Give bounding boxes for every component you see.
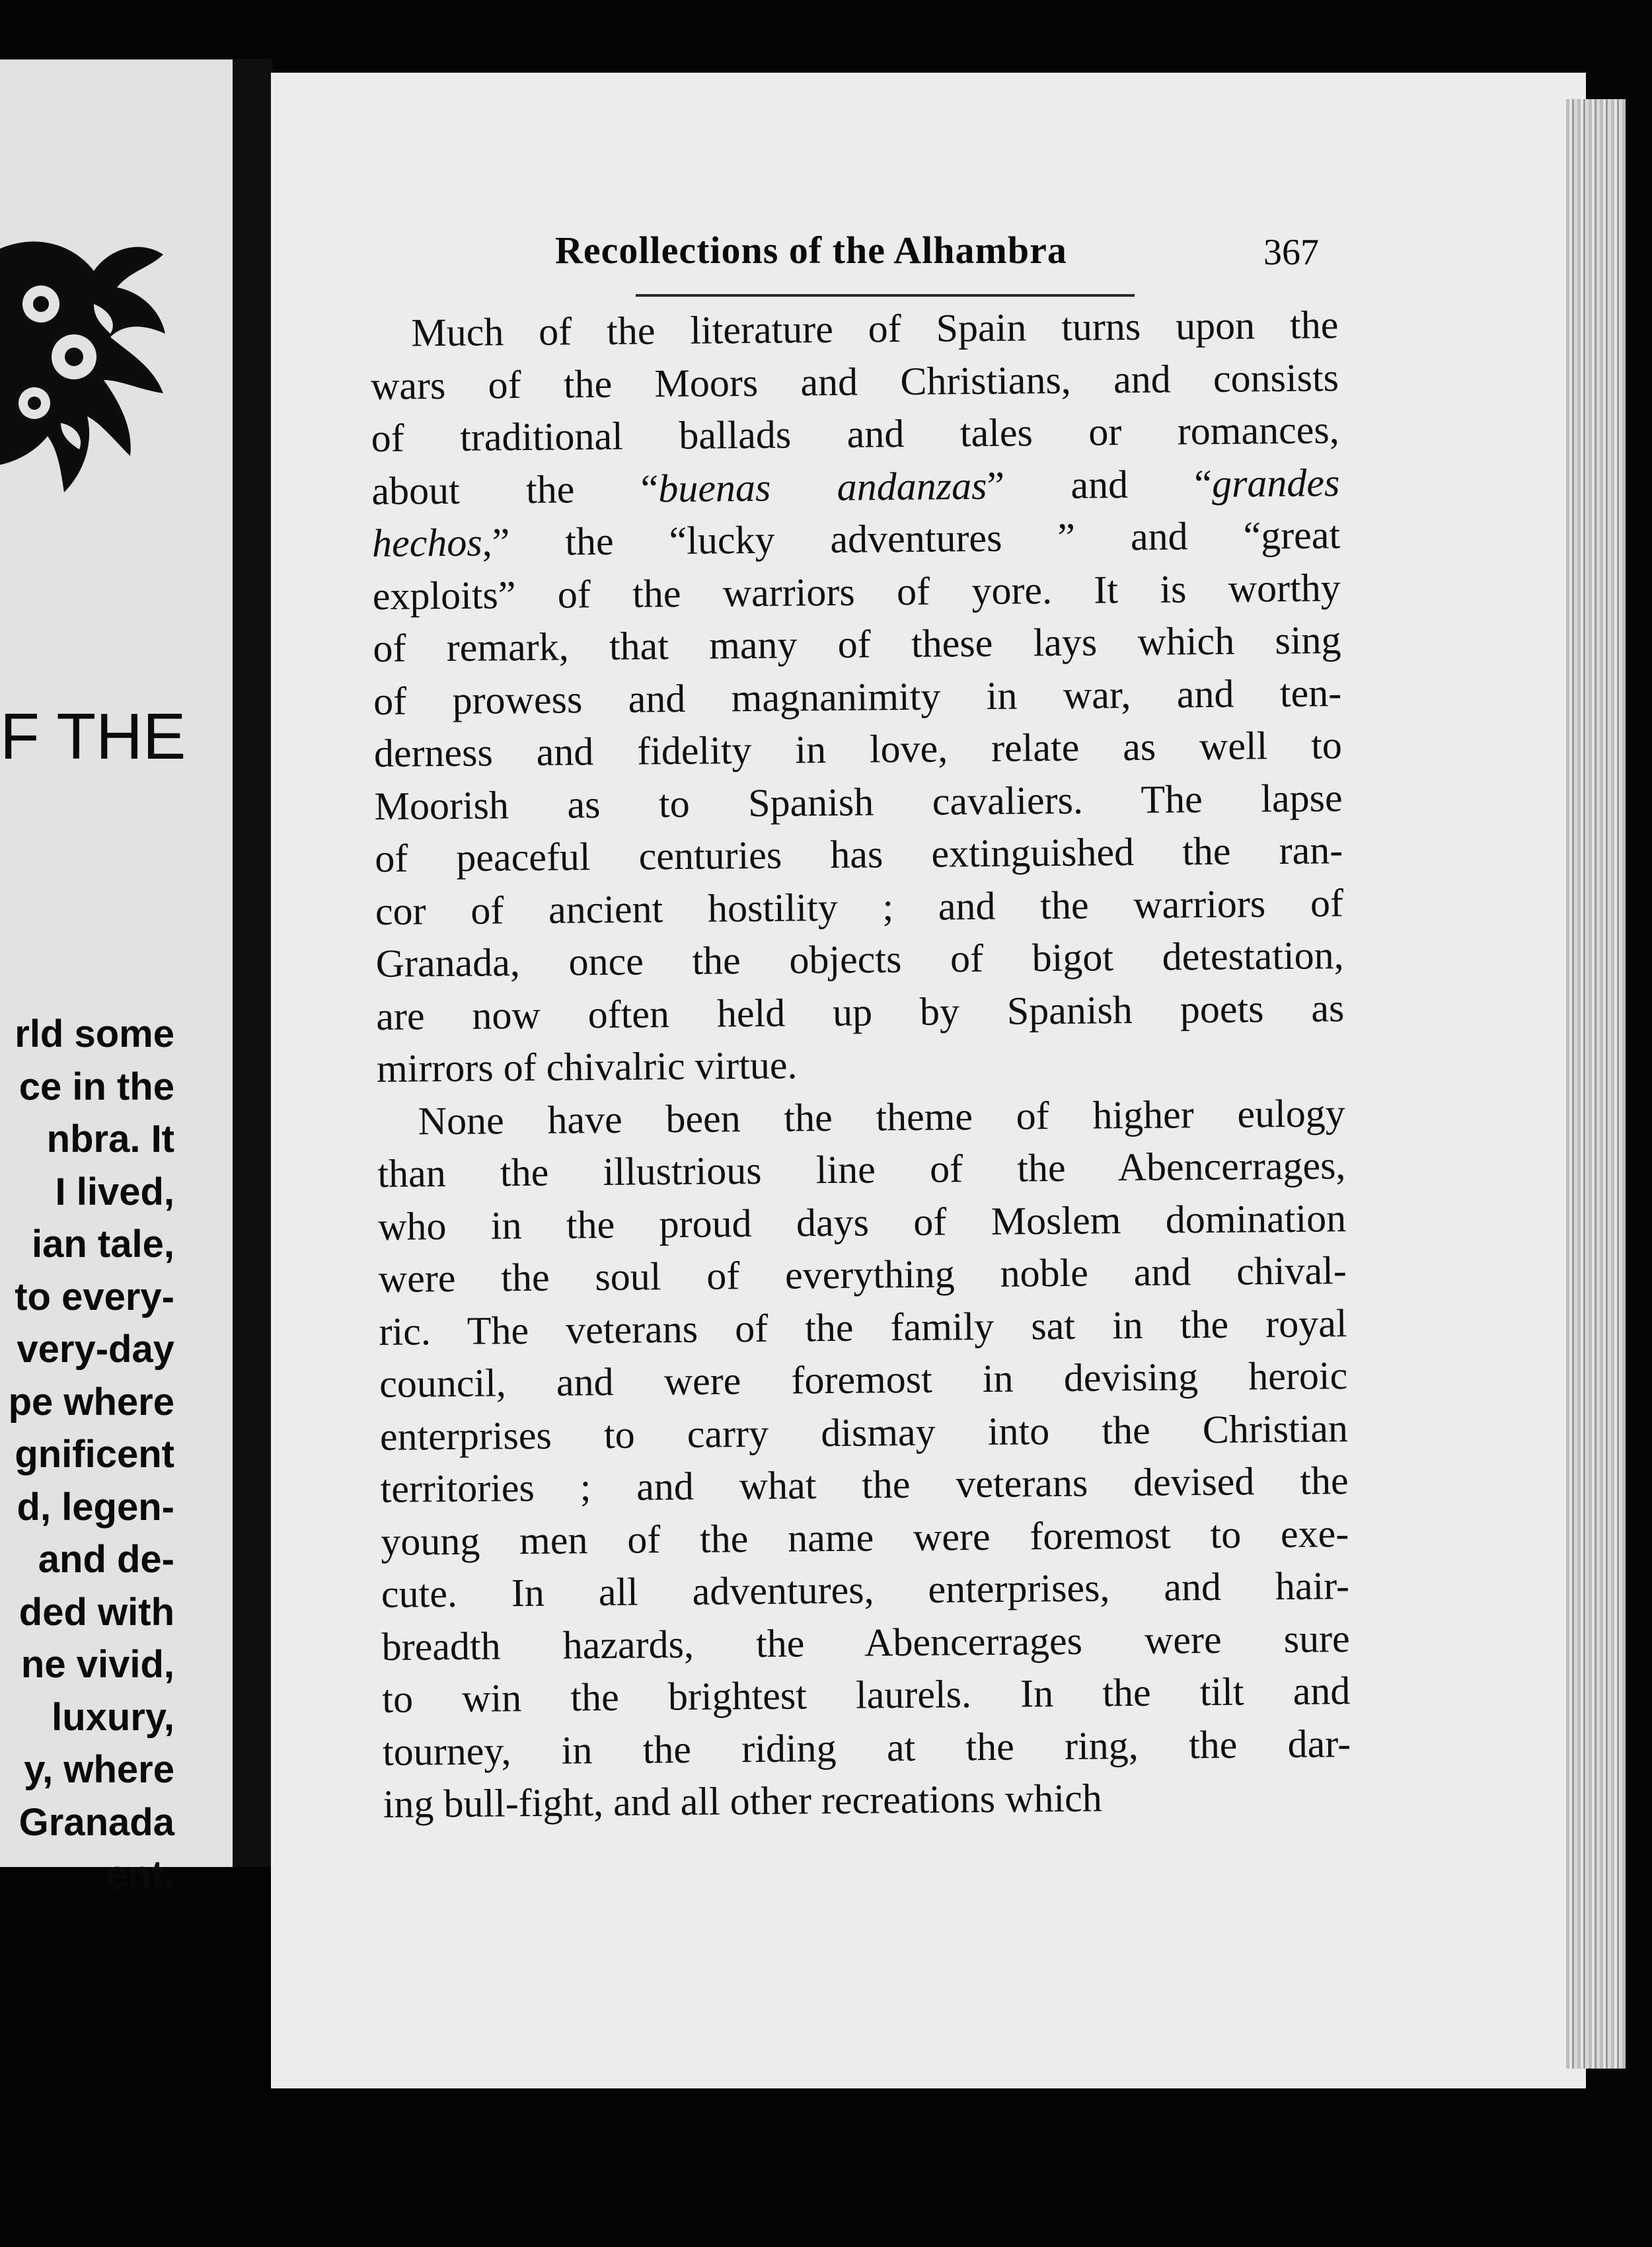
header-rule	[636, 294, 1135, 297]
left-page-line: ded with	[19, 1590, 174, 1634]
left-page-line: gnificent	[15, 1433, 174, 1476]
left-page-line: Granada	[19, 1800, 174, 1844]
text-segment: are now often held up by Spanish poets as	[376, 985, 1345, 1038]
text-line	[375, 824, 1343, 885]
text-line	[373, 614, 1341, 675]
text-segment: ” and “	[987, 461, 1213, 508]
left-page-line: I lived,	[55, 1170, 174, 1213]
text-segment: council, and were foremost in devising heroic	[379, 1353, 1348, 1406]
text-segment: mirrors of chivalric virtue.	[376, 1043, 798, 1090]
text-line	[382, 1665, 1351, 1726]
text-line	[371, 352, 1339, 412]
left-page-text-lines	[9, 1008, 174, 1901]
text-line	[381, 1560, 1350, 1620]
left-page-heading: F THE	[0, 700, 186, 773]
text-segment: of peaceful centuries has extinguished the ran-	[374, 828, 1343, 880]
text-segment: young men of the name were foremost to exe-	[381, 1511, 1349, 1564]
running-header-title: Recollections of the Alhambra	[555, 229, 1067, 272]
italic-text-segment: grandes	[1211, 460, 1340, 506]
text-line	[378, 1244, 1347, 1305]
text-segment: None have been the theme of higher eulogy	[418, 1090, 1345, 1143]
left-page-line: to every-	[15, 1275, 174, 1318]
text-segment: Much of the literature of Spain turns upon the	[411, 303, 1339, 355]
text-line	[370, 299, 1339, 360]
left-page-line: very-day	[17, 1328, 174, 1371]
text-segment: cor of ancient hostility ; and the warriors of	[375, 880, 1344, 933]
text-line	[379, 1350, 1348, 1410]
left-page-line: ne vivid,	[20, 1643, 174, 1686]
page-edges	[1566, 99, 1626, 2069]
page-body-text	[370, 299, 1351, 1831]
text-segment: territories ; and what the veterans devised the	[380, 1459, 1349, 1511]
text-segment: ric. The veterans of the family sat in the royal	[379, 1301, 1347, 1353]
left-page-line: rld some	[15, 1012, 174, 1055]
text-line	[383, 1770, 1351, 1831]
left-page-line: luxury,	[52, 1695, 174, 1739]
text-line	[380, 1402, 1349, 1463]
text-line	[381, 1613, 1350, 1673]
ornamental-initial-icon	[0, 225, 173, 509]
text-line	[379, 1297, 1347, 1358]
text-segment: wars of the Moors and Christians, and consists	[370, 355, 1339, 408]
text-segment: than the illustrious line of the Abencerrages,	[377, 1143, 1346, 1196]
left-page-line: nbra. It	[46, 1118, 174, 1161]
text-segment: cute. In all adventures, enterprises, and hair-	[381, 1564, 1350, 1616]
text-segment: ,” the “lucky adventures ” and “great	[482, 513, 1341, 564]
text-segment: exploits” of the warriors of yore. It is worthy	[372, 565, 1341, 618]
text-segment: to win the brightest laurels. In the tilt and	[382, 1669, 1351, 1721]
text-line	[381, 1507, 1349, 1568]
left-page-line: ian tale,	[32, 1223, 174, 1266]
text-line	[371, 457, 1340, 517]
text-segment: ing bull-fight, and all other recreations which	[383, 1776, 1103, 1826]
italic-text-segment: buenas andanzas	[658, 463, 987, 510]
text-segment: derness and fidelity in love, relate as well to	[373, 723, 1343, 775]
text-segment: tourney, in the riding at the ring, the dar-	[382, 1721, 1351, 1774]
text-line	[377, 1087, 1345, 1148]
text-line	[373, 667, 1342, 728]
text-line	[383, 1718, 1351, 1778]
left-page-line: ce in the	[19, 1065, 174, 1108]
text-segment: Granada, once the objects of bigot detestation,	[375, 933, 1344, 985]
text-line	[372, 509, 1341, 570]
left-page-line: ent.	[106, 1853, 174, 1896]
left-page-line: and de-	[38, 1538, 174, 1581]
text-line	[372, 562, 1341, 623]
text-line	[374, 772, 1343, 833]
text-line	[374, 719, 1343, 780]
text-segment: of traditional ballads and tales or romances,	[371, 408, 1339, 460]
text-line	[377, 1034, 1345, 1095]
text-line	[375, 929, 1344, 990]
text-line	[371, 404, 1339, 465]
text-segment: who in the proud days of Moslem domination	[377, 1196, 1347, 1248]
left-page-line: y, where	[24, 1748, 174, 1791]
facing-page-left	[0, 59, 233, 1896]
text-line	[375, 877, 1344, 938]
left-page-line: d, legen-	[17, 1485, 174, 1529]
text-segment: enterprises to carry dismay into the Christian	[379, 1406, 1349, 1459]
text-segment: of remark, that many of these lays which sing	[373, 618, 1341, 670]
text-line	[377, 1139, 1346, 1200]
page-number: 367	[1263, 232, 1319, 273]
book-gutter	[233, 59, 272, 1867]
text-segment: of prowess and magnanimity in war, and ten-	[373, 670, 1342, 723]
text-segment: were the soul of everything noble and chival-	[378, 1248, 1347, 1301]
text-segment: Moorish as to Spanish cavaliers. The lapse	[374, 775, 1343, 828]
text-line	[380, 1455, 1349, 1515]
left-page-line: pe where	[8, 1380, 174, 1424]
text-line	[378, 1192, 1347, 1253]
text-line	[376, 982, 1345, 1043]
italic-text-segment: hechos	[371, 520, 483, 565]
text-segment: about the “	[371, 466, 659, 513]
text-segment: breadth hazards, the Abencerrages were sure	[381, 1616, 1350, 1669]
